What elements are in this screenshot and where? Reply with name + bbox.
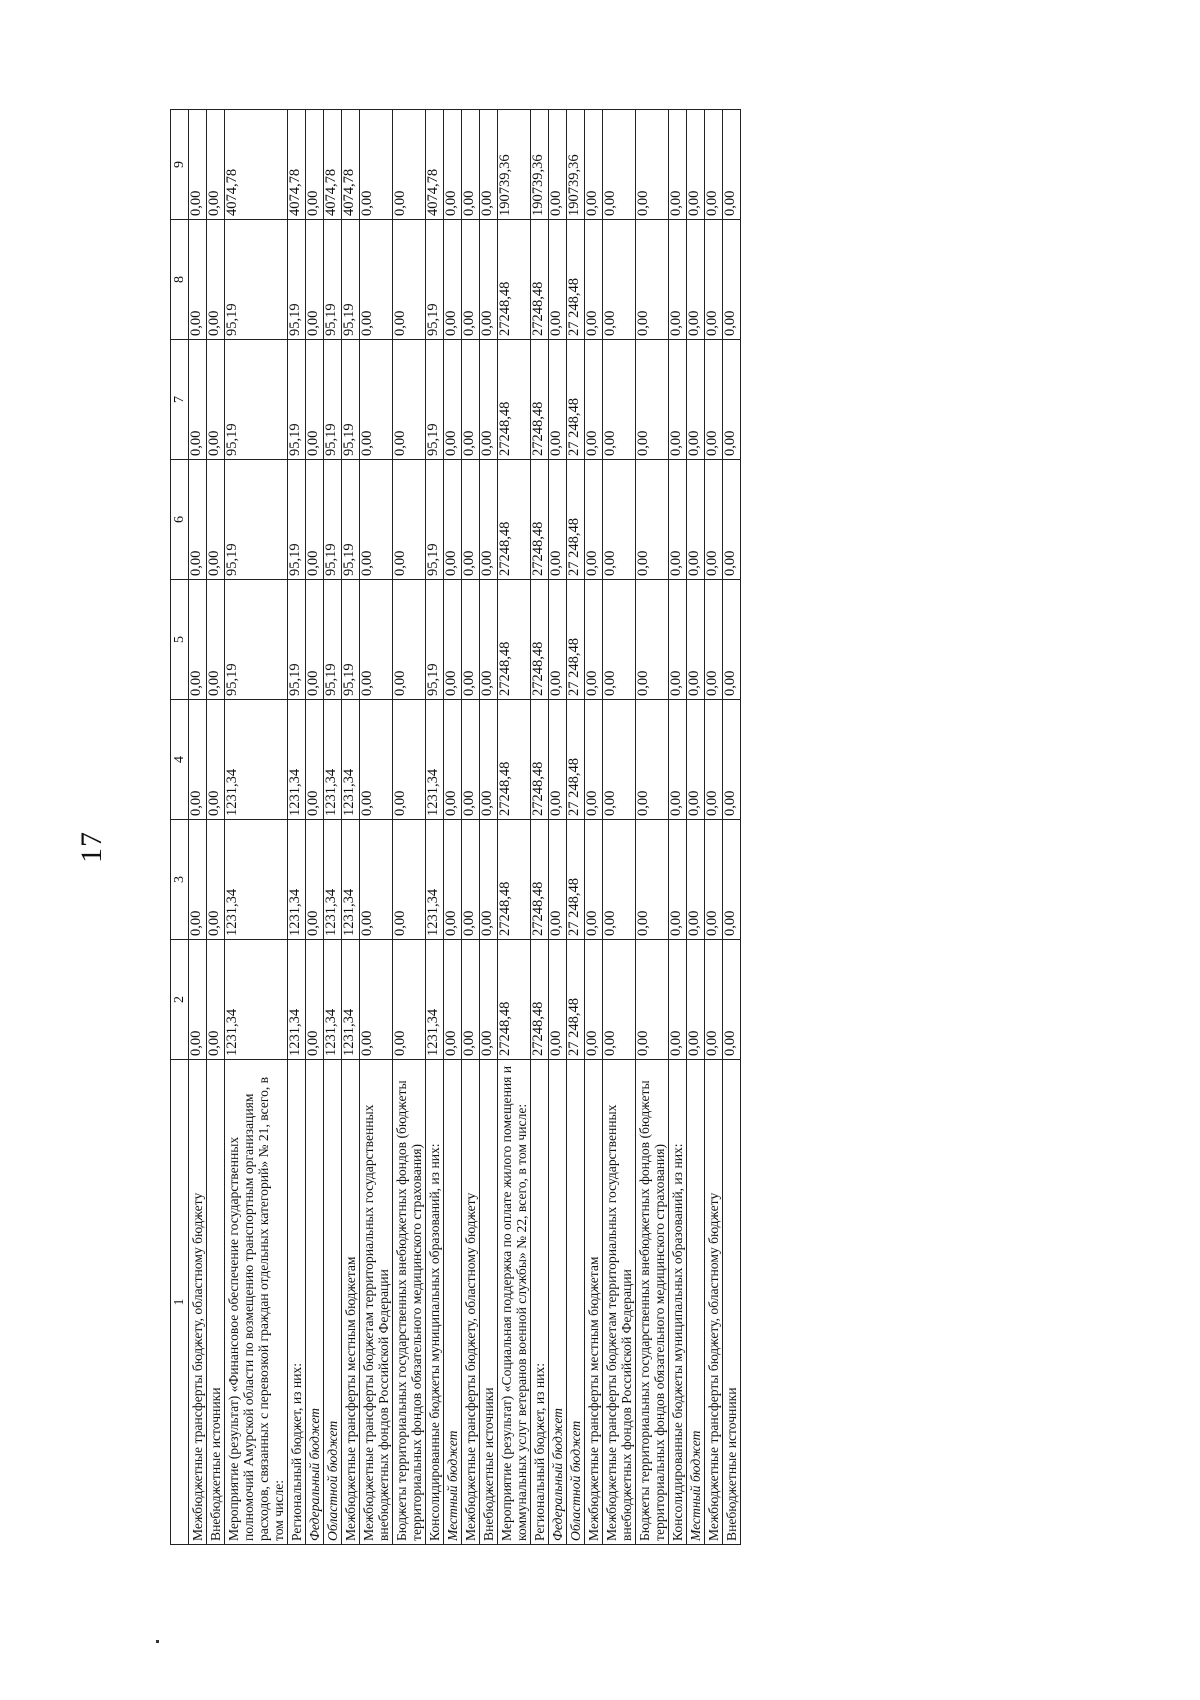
value-cell: 190739,36 [567, 110, 585, 220]
value-cell: 95,19 [324, 460, 342, 580]
value-cell: 27248,48 [531, 580, 549, 700]
value-cell: 0,00 [687, 940, 705, 1060]
row-label: Межбюджетные трансферты бюджетам территориальных государственных внебюджетных фондов Российской Федерации [360, 1060, 393, 1545]
value-cell: 95,19 [426, 460, 444, 580]
value-cell: 27 248,48 [567, 340, 585, 460]
value-cell: 0,00 [603, 110, 636, 220]
value-cell: 0,00 [306, 340, 324, 460]
value-cell: 0,00 [462, 220, 480, 340]
value-cell: 0,00 [585, 460, 603, 580]
table-row [687, 110, 705, 1545]
value-cell: 0,00 [723, 580, 741, 700]
value-cell: 190739,36 [498, 110, 531, 220]
row-label: Местный бюджет [444, 1060, 462, 1545]
value-cell: 27 248,48 [567, 700, 585, 820]
column-header: 2 [171, 940, 189, 1060]
table-row [189, 110, 207, 1545]
value-cell: 0,00 [306, 110, 324, 220]
value-cell: 0,00 [480, 700, 498, 820]
value-cell: 1231,34 [324, 700, 342, 820]
value-cell: 95,19 [342, 580, 360, 700]
value-cell: 0,00 [669, 460, 687, 580]
table-row [669, 110, 687, 1545]
value-cell: 1231,34 [324, 940, 342, 1060]
value-cell: 0,00 [585, 340, 603, 460]
value-cell: 95,19 [288, 580, 306, 700]
value-cell: 0,00 [636, 340, 669, 460]
value-cell: 0,00 [306, 580, 324, 700]
value-cell: 1231,34 [426, 940, 444, 1060]
value-cell: 0,00 [636, 110, 669, 220]
value-cell: 0,00 [207, 460, 225, 580]
row-label: Мероприятие (результат) «Финансовое обеспечение государственных полномочий Амурской области по возмещению транспортным организациям расходов, связанных с перевозкой граждан отдельных категорий» № 21, всего, в том числе: [225, 1060, 288, 1545]
value-cell: 0,00 [585, 220, 603, 340]
table-body [189, 110, 741, 1545]
value-cell: 0,00 [393, 700, 426, 820]
value-cell: 0,00 [549, 820, 567, 940]
value-cell: 0,00 [207, 580, 225, 700]
value-cell: 0,00 [189, 580, 207, 700]
value-cell: 0,00 [687, 340, 705, 460]
table-row [342, 110, 360, 1545]
column-header: 9 [171, 110, 189, 220]
value-cell: 0,00 [585, 940, 603, 1060]
table-row [207, 110, 225, 1545]
row-label: Федеральный бюджет [306, 1060, 324, 1545]
value-cell: 0,00 [723, 460, 741, 580]
value-cell: 95,19 [288, 460, 306, 580]
value-cell: 95,19 [324, 580, 342, 700]
value-cell: 0,00 [360, 460, 393, 580]
value-cell: 0,00 [189, 220, 207, 340]
value-cell: 27248,48 [531, 340, 549, 460]
value-cell: 0,00 [480, 940, 498, 1060]
value-cell: 95,19 [342, 340, 360, 460]
row-label: Внебюджетные источники [207, 1060, 225, 1545]
value-cell: 95,19 [426, 340, 444, 460]
value-cell: 95,19 [426, 580, 444, 700]
value-cell: 0,00 [393, 820, 426, 940]
value-cell: 0,00 [669, 940, 687, 1060]
value-cell: 0,00 [360, 220, 393, 340]
table-row [567, 110, 585, 1545]
value-cell: 0,00 [393, 340, 426, 460]
value-cell: 27248,48 [531, 700, 549, 820]
value-cell: 0,00 [306, 460, 324, 580]
value-cell: 0,00 [636, 700, 669, 820]
value-cell: 0,00 [603, 700, 636, 820]
value-cell: 0,00 [687, 110, 705, 220]
value-cell: 0,00 [306, 820, 324, 940]
value-cell: 0,00 [585, 580, 603, 700]
value-cell: 0,00 [705, 220, 723, 340]
value-cell: 0,00 [480, 340, 498, 460]
value-cell: 0,00 [636, 940, 669, 1060]
page-number: 17 [75, 831, 108, 863]
value-cell: 95,19 [225, 220, 288, 340]
value-cell: 4074,78 [324, 110, 342, 220]
column-header: 4 [171, 700, 189, 820]
value-cell: 1231,34 [288, 700, 306, 820]
value-cell: 0,00 [207, 700, 225, 820]
value-cell: 95,19 [324, 220, 342, 340]
value-cell: 0,00 [705, 580, 723, 700]
row-label: Межбюджетные трансферты бюджету, областному бюджету [189, 1060, 207, 1545]
value-cell: 0,00 [603, 580, 636, 700]
value-cell: 0,00 [687, 700, 705, 820]
value-cell: 0,00 [480, 580, 498, 700]
value-cell: 0,00 [636, 580, 669, 700]
table-row [636, 110, 669, 1545]
table-row [324, 110, 342, 1545]
value-cell: 0,00 [462, 580, 480, 700]
value-cell: 27248,48 [498, 340, 531, 460]
value-cell: 95,19 [342, 460, 360, 580]
row-label: Местный бюджет [687, 1060, 705, 1545]
value-cell: 0,00 [360, 580, 393, 700]
value-cell: 95,19 [288, 220, 306, 340]
value-cell: 0,00 [549, 110, 567, 220]
value-cell: 0,00 [669, 820, 687, 940]
value-cell: 27248,48 [531, 220, 549, 340]
value-cell: 1231,34 [324, 820, 342, 940]
rotated-page-content [170, 110, 1115, 1545]
value-cell: 0,00 [189, 460, 207, 580]
value-cell: 0,00 [549, 940, 567, 1060]
value-cell: 0,00 [393, 110, 426, 220]
row-label: Межбюджетные трансферты бюджету, областному бюджету [705, 1060, 723, 1545]
value-cell: 1231,34 [342, 940, 360, 1060]
value-cell: 27248,48 [531, 940, 549, 1060]
value-cell: 0,00 [549, 580, 567, 700]
row-label: Консолидированные бюджеты муниципальных образований, из них: [426, 1060, 444, 1545]
value-cell: 0,00 [480, 820, 498, 940]
value-cell: 0,00 [393, 940, 426, 1060]
row-label: Межбюджетные трансферты местным бюджетам [585, 1060, 603, 1545]
value-cell: 0,00 [723, 110, 741, 220]
value-cell: 95,19 [225, 580, 288, 700]
column-header: 8 [171, 220, 189, 340]
value-cell: 27248,48 [498, 820, 531, 940]
column-header: 7 [171, 340, 189, 460]
value-cell: 0,00 [207, 110, 225, 220]
table-row [225, 110, 288, 1545]
value-cell: 27248,48 [498, 460, 531, 580]
value-cell: 1231,34 [426, 700, 444, 820]
table-row [498, 110, 531, 1545]
value-cell: 1231,34 [225, 820, 288, 940]
row-label: Внебюджетные источники [723, 1060, 741, 1545]
table-row [705, 110, 723, 1545]
value-cell: 0,00 [189, 820, 207, 940]
value-cell: 95,19 [225, 460, 288, 580]
value-cell: 0,00 [207, 940, 225, 1060]
value-cell: 0,00 [393, 460, 426, 580]
value-cell: 0,00 [393, 220, 426, 340]
row-label: Внебюджетные источники [480, 1060, 498, 1545]
value-cell: 0,00 [189, 940, 207, 1060]
value-cell: 27248,48 [498, 940, 531, 1060]
value-cell: 0,00 [360, 340, 393, 460]
value-cell: 0,00 [669, 700, 687, 820]
value-cell: 0,00 [306, 220, 324, 340]
value-cell: 0,00 [636, 820, 669, 940]
value-cell: 0,00 [549, 220, 567, 340]
value-cell: 27 248,48 [567, 940, 585, 1060]
value-cell: 27248,48 [498, 220, 531, 340]
value-cell: 27 248,48 [567, 820, 585, 940]
value-cell: 1231,34 [225, 700, 288, 820]
value-cell: 0,00 [687, 820, 705, 940]
value-cell: 0,00 [705, 110, 723, 220]
value-cell: 27 248,48 [567, 580, 585, 700]
value-cell: 0,00 [462, 460, 480, 580]
row-label: Межбюджетные трансферты бюджетам территориальных государственных внебюджетных фондов Российской Федерации [603, 1060, 636, 1545]
value-cell: 0,00 [636, 460, 669, 580]
value-cell: 0,00 [444, 820, 462, 940]
value-cell: 0,00 [444, 220, 462, 340]
value-cell: 0,00 [207, 340, 225, 460]
value-cell: 0,00 [585, 820, 603, 940]
value-cell: 0,00 [189, 700, 207, 820]
value-cell: 0,00 [549, 700, 567, 820]
value-cell: 95,19 [225, 340, 288, 460]
value-cell: 95,19 [288, 340, 306, 460]
value-cell: 0,00 [585, 700, 603, 820]
value-cell: 0,00 [549, 340, 567, 460]
value-cell: 0,00 [603, 940, 636, 1060]
value-cell: 0,00 [687, 580, 705, 700]
value-cell: 0,00 [585, 110, 603, 220]
column-header: 1 [171, 1060, 189, 1545]
value-cell: 95,19 [324, 340, 342, 460]
value-cell: 95,19 [342, 220, 360, 340]
table-row [444, 110, 462, 1545]
value-cell: 0,00 [723, 700, 741, 820]
row-label: Областной бюджет [324, 1060, 342, 1545]
table-row [306, 110, 324, 1545]
row-label: Региональный бюджет, из них: [531, 1060, 549, 1545]
value-cell: 0,00 [360, 940, 393, 1060]
column-header: 5 [171, 580, 189, 700]
value-cell: 0,00 [393, 580, 426, 700]
table-row [462, 110, 480, 1545]
value-cell: 1231,34 [342, 820, 360, 940]
value-cell: 0,00 [462, 110, 480, 220]
column-number-row [171, 110, 189, 1545]
table-row [585, 110, 603, 1545]
value-cell: 0,00 [306, 700, 324, 820]
table-row [360, 110, 393, 1545]
value-cell: 4074,78 [225, 110, 288, 220]
value-cell: 0,00 [687, 460, 705, 580]
row-label: Мероприятие (результат) «Социальная поддержка по оплате жилого помещения и коммунальных услуг ветеранов военной службы» № 22, всего, в том числе: [498, 1060, 531, 1545]
row-label: Федеральный бюджет [549, 1060, 567, 1545]
value-cell: 1231,34 [225, 940, 288, 1060]
value-cell: 0,00 [669, 340, 687, 460]
value-cell: 0,00 [444, 700, 462, 820]
value-cell: 0,00 [723, 940, 741, 1060]
value-cell: 4074,78 [288, 110, 306, 220]
value-cell: 0,00 [207, 820, 225, 940]
value-cell: 0,00 [444, 940, 462, 1060]
value-cell: 0,00 [603, 340, 636, 460]
value-cell: 95,19 [426, 220, 444, 340]
value-cell: 27 248,48 [567, 460, 585, 580]
table-row [549, 110, 567, 1545]
value-cell: 0,00 [705, 820, 723, 940]
value-cell: 27248,48 [498, 700, 531, 820]
row-label: Областной бюджет [567, 1060, 585, 1545]
value-cell: 4074,78 [342, 110, 360, 220]
row-label: Бюджеты территориальных государственных внебюджетных фондов (бюджеты территориальных фондов обязательного медицинского страхования) [393, 1060, 426, 1545]
value-cell: 0,00 [705, 700, 723, 820]
value-cell: 1231,34 [342, 700, 360, 820]
value-cell: 0,00 [603, 220, 636, 340]
value-cell: 0,00 [705, 460, 723, 580]
value-cell: 1231,34 [288, 940, 306, 1060]
table-row [426, 110, 444, 1545]
value-cell: 0,00 [480, 460, 498, 580]
value-cell: 0,00 [723, 340, 741, 460]
value-cell: 0,00 [603, 460, 636, 580]
value-cell: 0,00 [444, 580, 462, 700]
column-header: 6 [171, 460, 189, 580]
value-cell: 0,00 [603, 820, 636, 940]
value-cell: 0,00 [669, 220, 687, 340]
value-cell: 0,00 [360, 820, 393, 940]
value-cell: 1231,34 [426, 820, 444, 940]
value-cell: 0,00 [723, 820, 741, 940]
value-cell: 0,00 [462, 340, 480, 460]
value-cell: 0,00 [207, 220, 225, 340]
table-row [393, 110, 426, 1545]
row-label: Межбюджетные трансферты бюджету, областному бюджету [462, 1060, 480, 1545]
value-cell: 27248,48 [531, 460, 549, 580]
value-cell: 0,00 [360, 110, 393, 220]
value-cell: 0,00 [705, 340, 723, 460]
table-row [288, 110, 306, 1545]
table-row [531, 110, 549, 1545]
value-cell: 0,00 [189, 110, 207, 220]
table-row [723, 110, 741, 1545]
value-cell: 0,00 [480, 220, 498, 340]
value-cell: 0,00 [189, 340, 207, 460]
value-cell: 0,00 [705, 940, 723, 1060]
column-header: 3 [171, 820, 189, 940]
row-label: Бюджеты территориальных государственных внебюджетных фондов (бюджеты территориальных фондов обязательного медицинского страхования) [636, 1060, 669, 1545]
value-cell: 190739,36 [531, 110, 549, 220]
budget-table [170, 109, 741, 1545]
table-row [480, 110, 498, 1545]
value-cell: 0,00 [669, 580, 687, 700]
value-cell: 0,00 [687, 220, 705, 340]
value-cell: 0,00 [636, 220, 669, 340]
value-cell: 0,00 [444, 340, 462, 460]
value-cell: 0,00 [723, 220, 741, 340]
value-cell: 27248,48 [531, 820, 549, 940]
value-cell: 0,00 [444, 110, 462, 220]
value-cell: 0,00 [444, 460, 462, 580]
value-cell: 0,00 [360, 700, 393, 820]
row-label: Консолидированные бюджеты муниципальных образований, из них: [669, 1060, 687, 1545]
value-cell: 1231,34 [288, 820, 306, 940]
value-cell: 0,00 [669, 110, 687, 220]
value-cell: 27248,48 [498, 580, 531, 700]
value-cell: 27 248,48 [567, 220, 585, 340]
value-cell: 0,00 [462, 820, 480, 940]
value-cell: 0,00 [480, 110, 498, 220]
scan-speck [156, 1640, 159, 1643]
value-cell: 0,00 [462, 700, 480, 820]
value-cell: 0,00 [549, 460, 567, 580]
row-label: Региональный бюджет, из них: [288, 1060, 306, 1545]
table-row [603, 110, 636, 1545]
row-label: Межбюджетные трансферты местным бюджетам [342, 1060, 360, 1545]
value-cell: 0,00 [462, 940, 480, 1060]
value-cell: 4074,78 [426, 110, 444, 220]
value-cell: 0,00 [306, 940, 324, 1060]
